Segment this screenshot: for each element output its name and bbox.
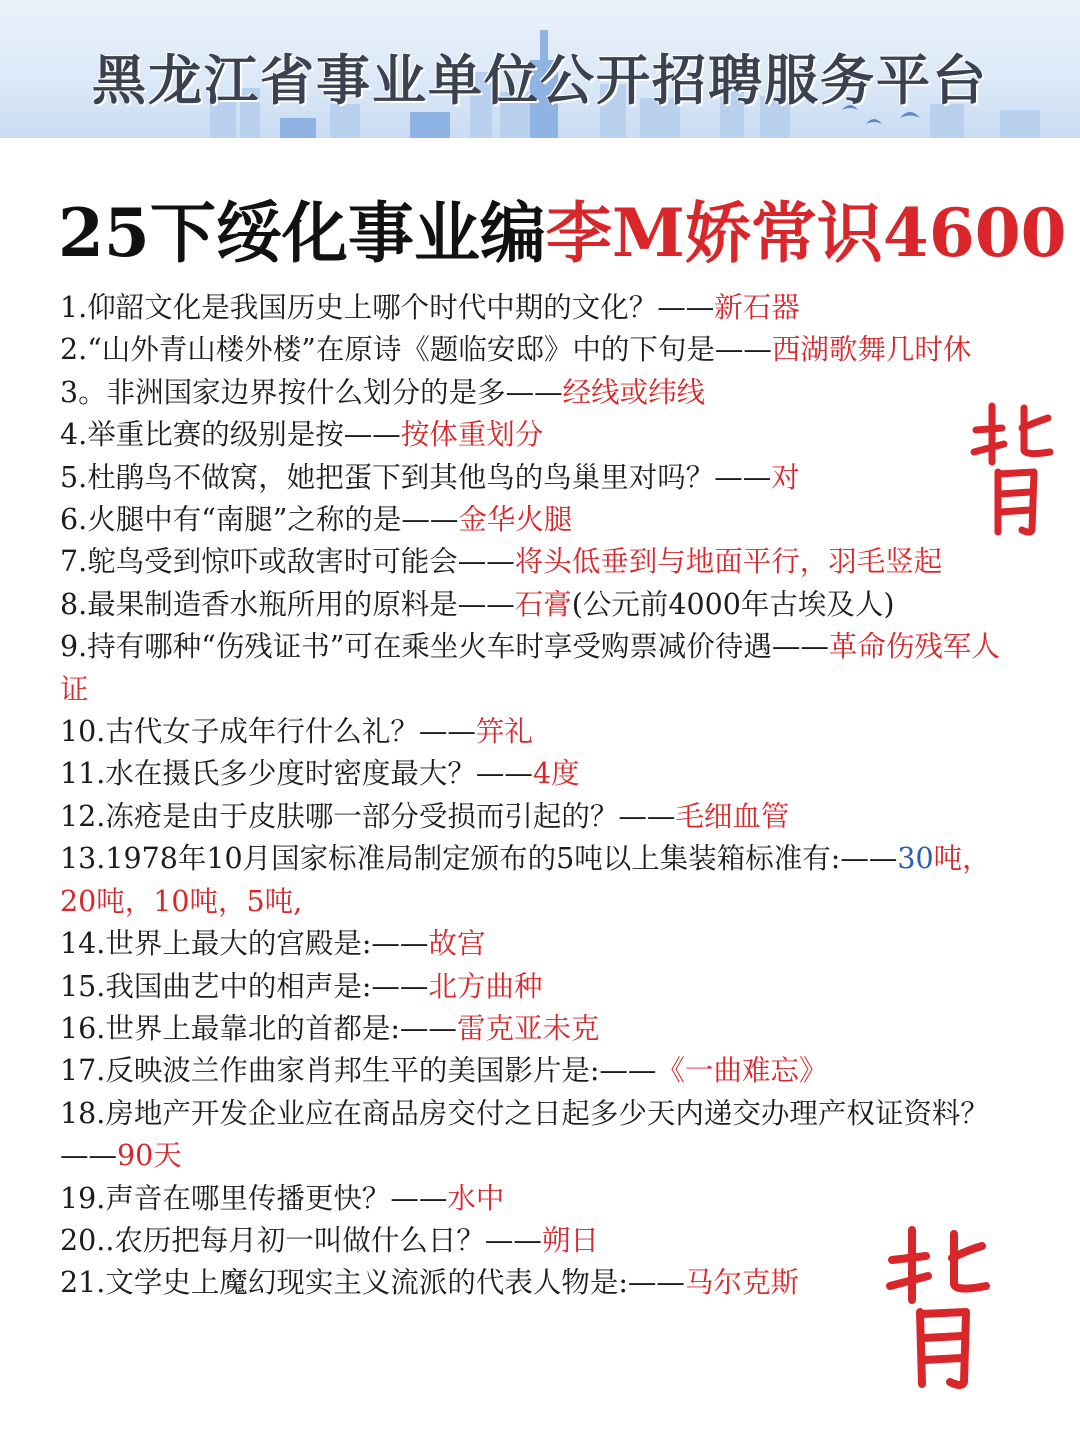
answer-text: 《一曲难忘》: [656, 1054, 828, 1088]
question-text: 7.鸵鸟受到惊吓或敌害时可能会——: [60, 545, 515, 579]
answer-text: 对: [771, 460, 800, 494]
answer-text: 4度: [532, 757, 580, 791]
question-text: 19.声音在哪里传播更快？——: [60, 1181, 448, 1215]
qa-item: [60, 414, 1020, 456]
question-text: 2.“山外青山楼外楼”在原诗《题临安邸》中的下句是——: [60, 333, 772, 367]
answer-text: 西湖歌舞几时休: [771, 333, 972, 367]
qa-item: [60, 329, 1020, 371]
qa-item: [60, 626, 1020, 711]
answer-text: 新石器: [714, 291, 800, 324]
qa-item: [60, 753, 1020, 795]
answer-text: 革命伤残军人证: [60, 630, 1000, 706]
qa-item: [60, 541, 1020, 583]
banner-title: 黑龙江省事业单位公开招聘服务平台: [92, 49, 988, 112]
question-text: 15.我国曲艺中的相声是:——: [60, 969, 429, 1003]
answer-text: 90天: [117, 1139, 182, 1173]
page-title: [58, 190, 1067, 276]
answer-text: 马尔克斯: [684, 1266, 799, 1300]
answer-text-blue: 30: [897, 842, 934, 876]
qa-item: [60, 923, 1020, 965]
qa-item: [60, 457, 1020, 499]
handwritten-bei-mark-top: [962, 398, 1062, 538]
question-text: 20..农历把每月初一叫做什么日？——: [60, 1223, 542, 1257]
answer-text: 水中: [447, 1181, 505, 1215]
answer-text: 故宫: [428, 927, 486, 961]
answer-text: 北方曲种: [428, 969, 543, 1003]
qa-item: [60, 1008, 1020, 1050]
question-text: 21.文学史上魔幻现实主义流派的代表人物是:——: [60, 1266, 685, 1300]
answer-text: 笄礼: [475, 715, 533, 749]
qa-item: [60, 287, 1020, 329]
qa-item: [60, 1050, 1020, 1092]
qa-item: [60, 796, 1020, 838]
qa-item: [60, 584, 1020, 626]
answer-text: 将头低垂到与地面平行，羽毛竖起: [514, 545, 943, 579]
question-text: 6.火腿中有“南腿”之称的是——: [60, 503, 459, 537]
qa-list: [60, 287, 1020, 1305]
question-text: 16.世界上最靠北的首都是:——: [60, 1011, 457, 1045]
qa-item: [60, 1220, 1020, 1262]
question-text: 9.持有哪种“伤残证书”可在乘坐火车时享受购票减价待遇——: [60, 630, 829, 664]
qa-item: [60, 1262, 1020, 1304]
question-text: 3。非洲国家边界按什么划分的是多——: [60, 375, 563, 409]
qa-item: [60, 372, 1020, 414]
question-text: 1.仰韶文化是我国历史上哪个时代中期的文化？——: [60, 291, 715, 324]
qa-item: [60, 1093, 1020, 1178]
qa-item: [60, 966, 1020, 1008]
question-text: 17.反映波兰作曲家肖邦生平的美国影片是:——: [60, 1054, 657, 1088]
question-text: 4.举重比赛的级别是按——: [60, 418, 401, 452]
qa-item: [60, 711, 1020, 753]
answer-text: 吨，20吨，10吨，5吨,: [60, 842, 991, 918]
title-part-black: 25下绥化事业编: [58, 194, 546, 272]
question-text: 5.杜鹃鸟不做窝，她把蛋下到其他鸟的鸟巢里对吗？——: [60, 460, 772, 494]
question-text: 10.古代女子成年行什么礼？——: [60, 715, 476, 749]
answer-text: 石膏: [514, 587, 572, 621]
question-text: 18.房地产开发企业应在商品房交付之日起多少天内递交办理产权证资料？——: [60, 1096, 989, 1173]
title-part-red: 李M娇常识4600: [545, 194, 1067, 272]
question-text: 8.最果制造香水瓶所用的原料是——: [60, 587, 515, 621]
answer-text: 按体重划分: [400, 418, 544, 452]
qa-item: [60, 838, 1020, 923]
header-banner: [0, 0, 1080, 138]
answer-text: 金华火腿: [458, 503, 573, 537]
answer-text: 经线或纬线: [562, 375, 706, 409]
qa-item: [60, 499, 1020, 541]
question-text: 12.冻疮是由于皮肤哪一部分受损而引起的？——: [60, 799, 676, 833]
question-text: 14.世界上最大的宫殿是:——: [60, 927, 429, 961]
answer-text: 朔日: [541, 1223, 599, 1257]
answer-text: 毛细血管: [675, 799, 790, 833]
answer-text: 雷克亚未克: [456, 1011, 600, 1045]
handwritten-bei-mark-bottom: [878, 1222, 998, 1392]
question-text: 13.1978年10月国家标准局制定颁布的5吨以上集装箱标准有:——: [60, 842, 898, 876]
question-text: 11.水在摄氏多少度时密度最大？——: [60, 757, 533, 791]
answer-note: (公元前4000年古埃及人): [571, 587, 895, 621]
qa-item: [60, 1178, 1020, 1220]
